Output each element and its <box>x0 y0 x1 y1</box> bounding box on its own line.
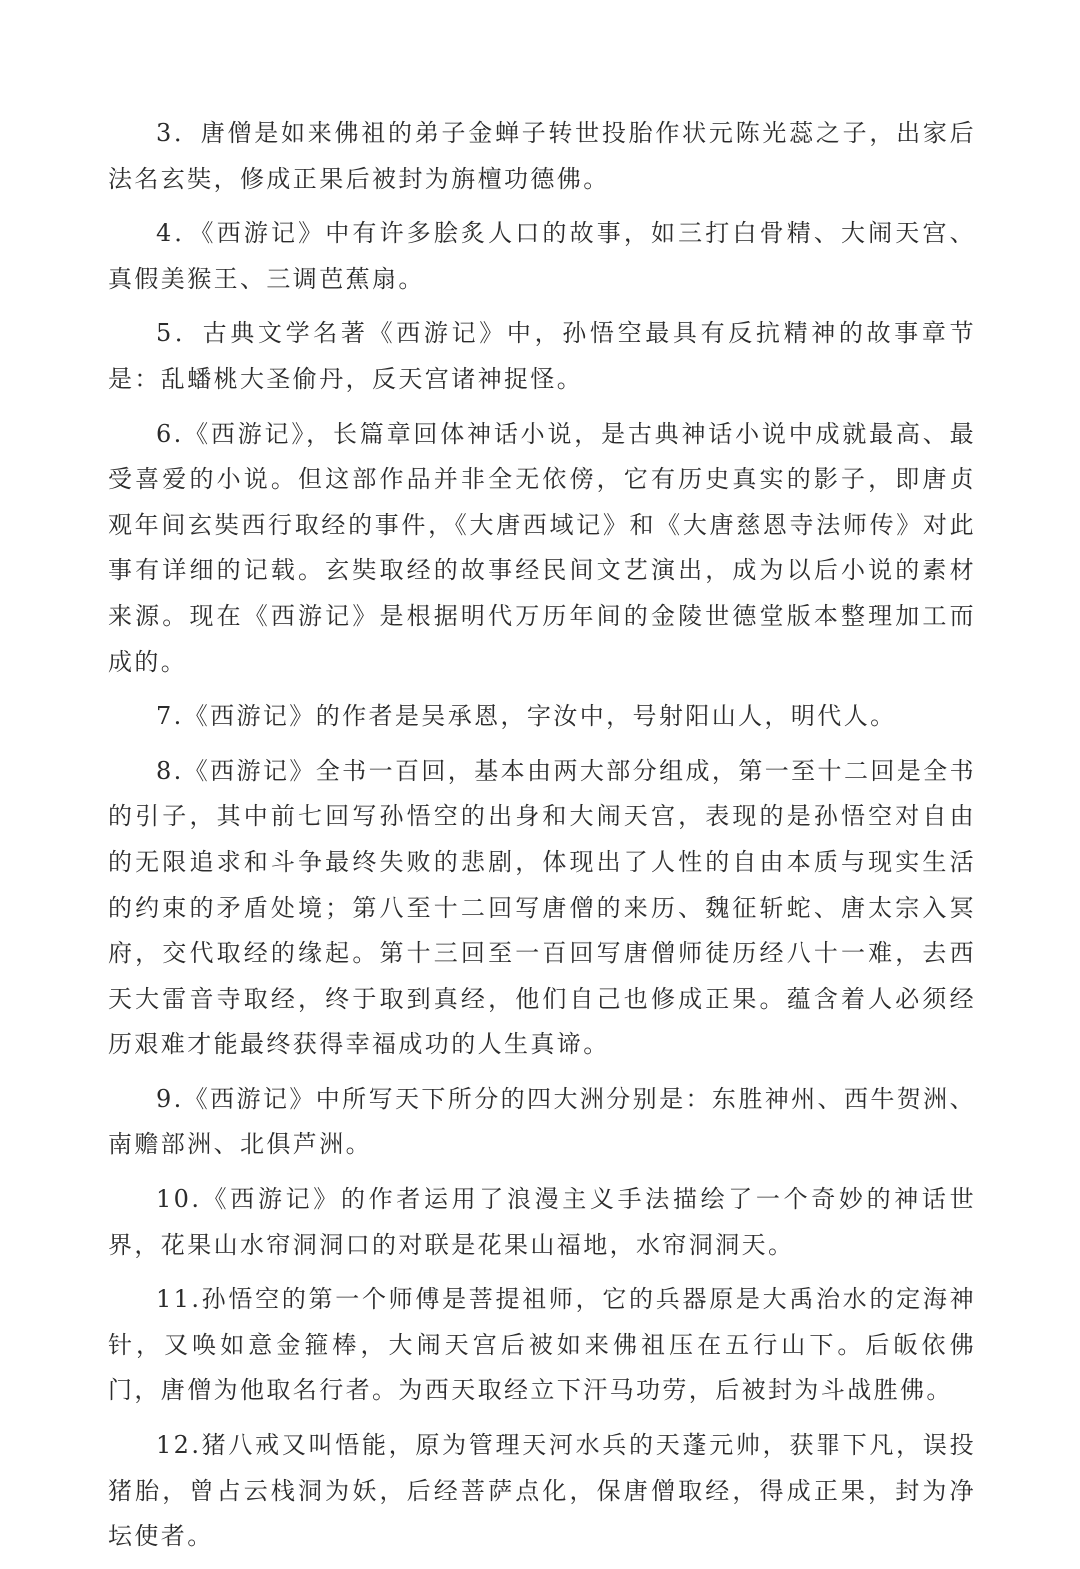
paragraph-item-9: 9.《西游记》中所写天下所分的四大洲分别是：东胜神州、西牛贺洲、南赡部洲、北俱芦洲。 <box>108 1084 976 1159</box>
paragraph-item-3: 3．唐僧是如来佛祖的弟子金蝉子转世投胎作状元陈光蕊之子，出家后法名玄奘，修成正果后被封为旃檀功德佛。 <box>108 119 976 193</box>
paragraph-item-12: 12.猪八戒又叫悟能，原为管理天河水兵的天蓬元帅，获罪下凡，误投猪胎，曾占云栈洞为妖，后经菩萨点化，保唐僧取经，得成正果，封为净坛使者。 <box>108 1431 976 1551</box>
document-body <box>108 111 976 1569</box>
paragraph-item-8: 8.《西游记》全书一百回，基本由两大部分组成，第一至十二回是全书的引子，其中前七回写孙悟空的出身和大闹天宫，表现的是孙悟空对自由的无限追求和斗争最终失败的悲剧，体现出了人性的自由本质与现实生活的约束的矛盾处境；第八至十二回写唐僧的来历、魏征斩蛇、唐太宗入冥府，交代取经的缘起。第十三回至一百回写唐僧师徒历经八十一难，去西天大雷音寺取经，终于取到真经，他们自己也修成正果。蕴含着人必须经历艰难才能最终获得幸福成功的人生真谛。 <box>108 756 976 1059</box>
paragraph-item-4: 4．《西游记》中有许多脍炙人口的故事，如三打白骨精、大闹天宫、真假美猴王、三调芭蕉扇。 <box>108 219 976 293</box>
paragraph-item-5: 5．古典文学名著《西游记》中，孙悟空最具有反抗精神的故事章节是：乱蟠桃大圣偷丹，反天宫诸神捉怪。 <box>108 319 976 393</box>
paragraph-item-7: 7.《西游记》的作者是吴承恩，字汝中，号射阳山人，明代人。 <box>156 702 897 731</box>
paragraph-item-6: 6.《西游记》，长篇章回体神话小说，是古典神话小说中成就最高、最受喜爱的小说。但这部作品并非全无依傍，它有历史真实的影子，即唐贞观年间玄奘西行取经的事件，《大唐西域记》和《大唐慈恩寺法师传》对此事有详细的记载。玄奘取经的故事经民间文艺演出，成为以后小说的素材来源。现在《西游记》是根据明代万历年间的金陵世德堂版本整理加工而成的。 <box>108 419 976 676</box>
paragraph-item-11: 11.孙悟空的第一个师傅是菩提祖师，它的兵器原是大禹治水的定海神针，又唤如意金箍棒，大闹天宫后被如来佛祖压在五行山下。后皈依佛门，唐僧为他取名行者。为西天取经立下汗马功劳，后被封为斗战胜佛。 <box>108 1285 976 1405</box>
paragraph-item-10: 10.《西游记》的作者运用了浪漫主义手法描绘了一个奇妙的神话世界，花果山水帘洞洞口的对联是花果山福地，水帘洞洞天。 <box>108 1185 976 1259</box>
